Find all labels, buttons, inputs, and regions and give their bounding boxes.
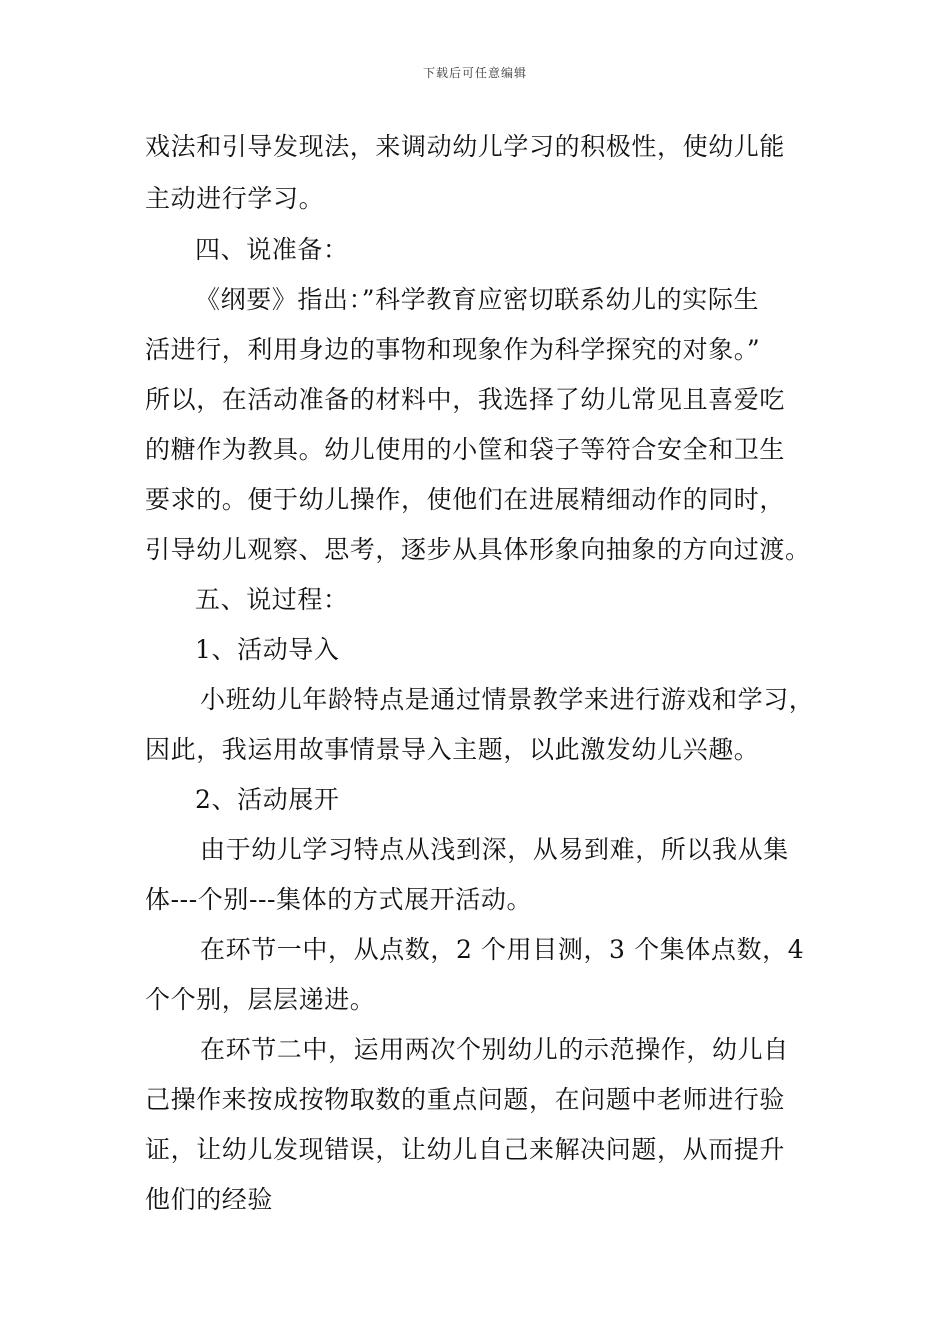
paragraph-line: 由于幼儿学习特点从浅到深，从易到难，所以我从集 bbox=[200, 835, 789, 864]
paragraph-line: 的糖作为教具。幼儿使用的小筐和袋子等符合安全和卫生 bbox=[145, 435, 786, 464]
paragraph-line: 在环节一中，从点数，2 个用目测，3 个集体点数，4 bbox=[200, 935, 805, 964]
section-heading-preparation: 四、说准备： bbox=[195, 235, 349, 264]
paragraph-line: 要求的。便于幼儿操作，使他们在进展精细动作的同时， bbox=[145, 485, 786, 514]
paragraph-line: 引导幼儿观察、思考，逐步从具体形象向抽象的方向过渡。 bbox=[145, 535, 811, 564]
paragraph-line: 个个别，层层递进。 bbox=[145, 985, 376, 1014]
paragraph-line: 小班幼儿年龄特点是通过情景教学来进行游戏和学习， bbox=[200, 685, 815, 714]
subheading-develop: 2、活动展开 bbox=[195, 785, 340, 814]
paragraph-line: 活进行，利用身边的事物和现象作为科学探究的对象。” bbox=[145, 335, 761, 364]
paragraph-line: 体---个别---集体的方式展开活动。 bbox=[145, 885, 533, 914]
paragraph-line: 他们的经验 bbox=[145, 1185, 274, 1214]
paragraph-line: 因此，我运用故事情景导入主题，以此激发幼儿兴趣。 bbox=[145, 735, 760, 764]
page-header: 下载后可任意编辑 bbox=[422, 66, 527, 80]
paragraph-line: 《纲要》指出：”科学教育应密切联系幼儿的实际生 bbox=[195, 285, 760, 314]
subheading-intro: 1、活动导入 bbox=[195, 635, 340, 664]
section-heading-process: 五、说过程： bbox=[195, 585, 349, 614]
paragraph-line: 在环节二中，运用两次个别幼儿的示范操作，幼儿自 bbox=[200, 1035, 789, 1064]
paragraph-line: 证，让幼儿发现错误，让幼儿自己来解决问题，从而提升 bbox=[145, 1135, 786, 1164]
paragraph-line: 所以，在活动准备的材料中，我选择了幼儿常见且喜爱吃 bbox=[145, 385, 786, 414]
paragraph-line: 主动进行学习。 bbox=[145, 184, 325, 213]
paragraph-line: 戏法和引导发现法，来调动幼儿学习的积极性，使幼儿能 bbox=[145, 132, 786, 161]
paragraph-line: 己操作来按成按物取数的重点问题，在问题中老师进行验 bbox=[145, 1085, 786, 1114]
